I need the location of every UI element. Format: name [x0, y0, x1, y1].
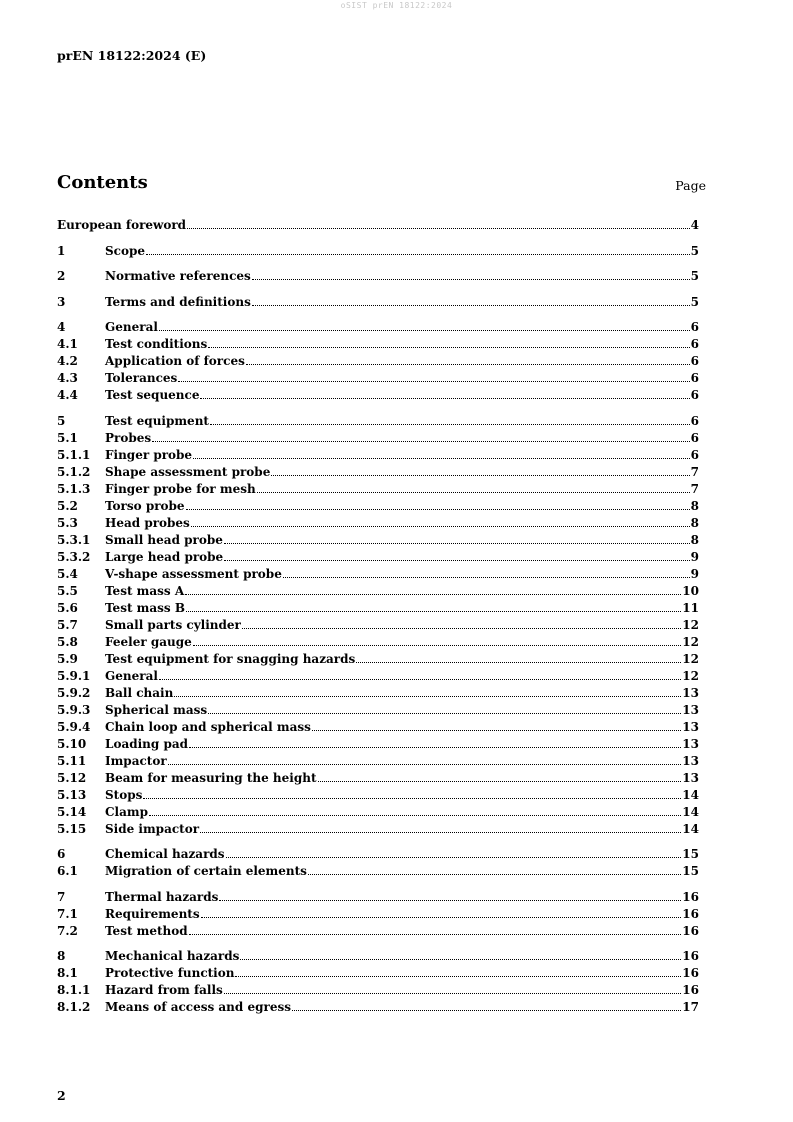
- toc-entry-page: 12: [682, 651, 699, 666]
- toc-entry-title: Small parts cylinder: [105, 617, 241, 632]
- toc-entry-title: Large head probe: [105, 549, 224, 564]
- dot-leader: [159, 678, 681, 680]
- toc-entry[interactable]: [57, 462, 699, 479]
- dot-leader: [201, 916, 682, 918]
- toc-entry-number: 5.10: [57, 736, 87, 751]
- toc-entry-page: 16: [682, 889, 699, 904]
- toc-entry[interactable]: [57, 785, 699, 802]
- toc-entry-title: Terms and definitions: [105, 294, 251, 309]
- toc-entry[interactable]: [57, 887, 699, 904]
- toc-entry-title: Mechanical hazards: [105, 949, 240, 963]
- toc-entry[interactable]: [57, 717, 699, 734]
- toc-entry-number: 5.9.2: [57, 685, 91, 700]
- toc-entry[interactable]: [57, 980, 699, 997]
- toc-entry-number: 7.1: [57, 906, 78, 921]
- toc-entry-page: 6: [690, 354, 699, 368]
- toc-entry-number: 5.1.3: [57, 481, 91, 496]
- toc-entry-title: Migration of certain elements: [105, 864, 307, 878]
- toc-entry-title: Test mass B: [105, 600, 185, 615]
- toc-entry-page: 17: [682, 1000, 699, 1014]
- toc-entry-title: Protective function: [105, 966, 235, 980]
- toc-entry-title: Feeler gauge: [105, 634, 192, 649]
- toc-entry[interactable]: [57, 513, 699, 530]
- toc-entry[interactable]: [57, 215, 699, 232]
- toc-entry-title: Thermal hazards: [105, 889, 219, 904]
- toc-entry-number: 5: [57, 413, 66, 428]
- toc-entry-page: 13: [682, 702, 699, 717]
- dot-leader: [257, 491, 690, 493]
- toc-entry-number: 7: [57, 889, 66, 904]
- toc-entry-page: 8: [690, 515, 699, 530]
- toc-entry-number: 8.1: [57, 966, 78, 980]
- dot-leader: [191, 525, 690, 527]
- dot-leader: [193, 457, 690, 459]
- toc-entry[interactable]: [57, 768, 699, 785]
- contents-heading: Contents: [57, 172, 148, 193]
- toc-entry[interactable]: [57, 428, 699, 445]
- toc-entry-title: Finger probe for mesh: [105, 481, 256, 496]
- toc-entry[interactable]: [57, 683, 699, 700]
- page-column-label: Page: [675, 178, 706, 193]
- toc-entry-number: 5.1.2: [57, 464, 91, 479]
- toc-entry-title: Means of access and egress: [105, 1000, 291, 1014]
- toc-entry[interactable]: [57, 649, 699, 666]
- toc-entry-title: Hazard from falls: [105, 983, 223, 997]
- toc-entry[interactable]: [57, 317, 699, 334]
- toc-entry[interactable]: [57, 819, 699, 836]
- toc-entry-number: 4: [57, 320, 66, 334]
- toc-entry-page: 6: [690, 447, 699, 462]
- toc-entry-number: 4.2: [57, 354, 78, 368]
- toc-entry-number: 5.6: [57, 600, 78, 615]
- toc-entry-page: 5: [690, 294, 699, 309]
- toc-entry-title: Tolerances: [105, 371, 178, 385]
- toc-entry-page: 7: [690, 481, 699, 496]
- toc-entry-number: 8: [57, 949, 66, 963]
- toc-entry-number: 8.1.2: [57, 1000, 91, 1014]
- toc-entry[interactable]: [57, 351, 699, 368]
- dot-leader: [168, 763, 682, 765]
- toc-entry-number: 5.9.3: [57, 702, 91, 717]
- toc-entry[interactable]: [57, 921, 699, 938]
- toc-entry-number: 5.3.1: [57, 532, 91, 547]
- toc-entry-number: 5.7: [57, 617, 78, 632]
- toc-entry-page: 13: [682, 685, 699, 700]
- toc-entry-title: Test conditions: [105, 337, 208, 351]
- dot-leader: [200, 397, 689, 399]
- toc-entry-page: 6: [690, 320, 699, 334]
- toc-entry-page: 12: [682, 668, 699, 683]
- dot-leader: [226, 856, 682, 858]
- toc-entry-page: 4: [690, 218, 699, 232]
- toc-entry-number: 5.1: [57, 430, 78, 445]
- toc-entry-number: 5.9.1: [57, 668, 91, 683]
- toc-entry-title: Stops: [105, 787, 143, 802]
- toc-entry-page: 5: [690, 243, 699, 258]
- toc-entry-page: 8: [690, 532, 699, 547]
- dot-leader: [189, 933, 682, 935]
- toc-entry-number: 5.3.2: [57, 549, 91, 564]
- toc-entry-number: 5.8: [57, 634, 78, 649]
- dot-leader: [174, 695, 681, 697]
- document-id: prEN 18122:2024 (E): [57, 48, 207, 63]
- toc-entry-title: General: [105, 668, 158, 683]
- toc-entry[interactable]: [57, 844, 699, 861]
- toc-entry-page: 13: [682, 753, 699, 768]
- toc-entry-page: 16: [682, 923, 699, 938]
- dot-leader: [242, 627, 681, 629]
- toc-entry-page: 6: [690, 413, 699, 428]
- toc-entry-page: 13: [682, 719, 699, 734]
- toc-entry-number: 2: [57, 269, 66, 283]
- toc-entry-title: Application of forces: [105, 354, 245, 368]
- toc-entry[interactable]: [57, 334, 699, 351]
- toc-entry-number: 5.2: [57, 498, 78, 513]
- toc-entry-page: 6: [690, 388, 699, 402]
- dot-leader: [318, 780, 682, 782]
- toc-entry-title: Spherical mass: [105, 702, 208, 717]
- toc-entry-title: Beam for measuring the height: [105, 770, 317, 785]
- dot-leader: [312, 729, 681, 731]
- dot-leader: [219, 899, 681, 901]
- toc-entry-number: 6: [57, 847, 66, 861]
- dot-leader: [308, 873, 681, 875]
- dot-leader: [185, 593, 681, 595]
- dot-leader: [271, 474, 689, 476]
- dot-leader: [356, 661, 681, 663]
- dot-leader: [235, 975, 681, 977]
- toc-entry-number: 4.4: [57, 388, 78, 402]
- toc-entry-number: 3: [57, 294, 66, 309]
- toc-entry[interactable]: [57, 564, 699, 581]
- toc-entry[interactable]: [57, 368, 699, 385]
- dot-leader: [246, 363, 690, 365]
- toc-entry[interactable]: [57, 861, 699, 878]
- toc-entry-page: 15: [682, 847, 699, 861]
- toc-entry-page: 10: [682, 583, 699, 598]
- toc-entry[interactable]: [57, 241, 699, 258]
- dot-leader: [252, 304, 690, 306]
- toc-entry-page: 14: [682, 787, 699, 802]
- toc-entry-page: 6: [690, 337, 699, 351]
- toc-entry-page: 16: [682, 966, 699, 980]
- toc-entry-page: 9: [690, 566, 699, 581]
- toc-entry[interactable]: [57, 411, 699, 428]
- toc-entry-title: General: [105, 320, 158, 334]
- toc-entry-number: 1: [57, 243, 66, 258]
- toc-entry-page: 13: [682, 770, 699, 785]
- dot-leader: [143, 797, 681, 799]
- toc-entry[interactable]: [57, 479, 699, 496]
- toc-entry-page: 6: [690, 430, 699, 445]
- toc-entry-page: 12: [682, 634, 699, 649]
- dot-leader: [283, 576, 690, 578]
- table-of-contents: [57, 215, 699, 1014]
- toc-entry-number: 5.13: [57, 787, 87, 802]
- dot-leader: [224, 559, 689, 561]
- toc-entry-number: 5.15: [57, 821, 87, 836]
- toc-entry-title: Test sequence: [105, 388, 200, 402]
- toc-entry-title: Impactor: [105, 753, 167, 768]
- toc-entry-title: Head probes: [105, 515, 190, 530]
- toc-entry-number: 5.12: [57, 770, 87, 785]
- toc-entry-page: 14: [682, 804, 699, 819]
- toc-entry-title: Side impactor: [105, 821, 200, 836]
- toc-entry[interactable]: [57, 266, 699, 283]
- toc-entry-title: Torso probe: [105, 498, 185, 513]
- dot-leader: [149, 814, 681, 816]
- toc-entry-number: 4.3: [57, 371, 78, 385]
- toc-entry[interactable]: [57, 963, 699, 980]
- toc-entry-number: 5.4: [57, 566, 78, 581]
- toc-entry[interactable]: [57, 751, 699, 768]
- dot-leader: [224, 992, 682, 994]
- dot-leader: [159, 329, 690, 331]
- toc-entry-number: 5.9.4: [57, 719, 91, 734]
- toc-entry-page: 7: [690, 464, 699, 479]
- dot-leader: [186, 610, 681, 612]
- toc-entry[interactable]: [57, 598, 699, 615]
- toc-entry-number: 8.1.1: [57, 983, 91, 997]
- toc-entry[interactable]: [57, 802, 699, 819]
- toc-entry-page: 16: [682, 906, 699, 921]
- toc-entry-title: Test mass A: [105, 583, 185, 598]
- toc-entry[interactable]: [57, 547, 699, 564]
- toc-entry-title: Loading pad: [105, 736, 189, 751]
- toc-entry[interactable]: [57, 734, 699, 751]
- toc-entry[interactable]: [57, 496, 699, 513]
- toc-entry-title: Chain loop and spherical mass: [105, 719, 311, 734]
- toc-entry[interactable]: [57, 632, 699, 649]
- dot-leader: [252, 278, 690, 280]
- toc-entry-title: Probes: [105, 430, 152, 445]
- toc-entry-title: Finger probe: [105, 447, 193, 462]
- toc-entry-number: 6.1: [57, 864, 78, 878]
- toc-entry-page: 5: [690, 269, 699, 283]
- toc-entry[interactable]: [57, 581, 699, 598]
- toc-entry-title: Clamp: [105, 804, 148, 819]
- toc-entry-page: 13: [682, 736, 699, 751]
- toc-entry-title: Requirements: [105, 906, 200, 921]
- toc-entry-number: 5.9: [57, 651, 78, 666]
- toc-entry-page: 6: [690, 371, 699, 385]
- page-number: 2: [57, 1088, 66, 1103]
- dot-leader: [208, 346, 689, 348]
- toc-entry-title: European foreword: [57, 218, 187, 232]
- toc-entry-page: 12: [682, 617, 699, 632]
- toc-entry[interactable]: [57, 292, 699, 309]
- toc-entry-page: 11: [682, 600, 699, 615]
- toc-entry-title: Small head probe: [105, 532, 223, 547]
- toc-entry-page: 9: [690, 549, 699, 564]
- toc-entry-page: 14: [682, 821, 699, 836]
- watermark: oSIST prEN 18122:2024: [340, 1, 453, 10]
- dot-leader: [200, 831, 681, 833]
- toc-entry-number: 5.5: [57, 583, 78, 598]
- toc-entry-number: 5.1.1: [57, 447, 91, 462]
- toc-entry-number: 7.2: [57, 923, 78, 938]
- toc-entry-number: 5.11: [57, 753, 87, 768]
- toc-entry-title: V-shape assessment probe: [105, 566, 282, 581]
- toc-entry-page: 8: [690, 498, 699, 513]
- dot-leader: [193, 644, 682, 646]
- dot-leader: [189, 746, 681, 748]
- dot-leader: [208, 712, 681, 714]
- toc-entry-title: Test equipment: [105, 413, 209, 428]
- toc-entry-title: Normative references: [105, 269, 251, 283]
- dot-leader: [178, 380, 689, 382]
- toc-entry-page: 16: [682, 949, 699, 963]
- toc-entry[interactable]: [57, 385, 699, 402]
- dot-leader: [152, 440, 690, 442]
- toc-entry[interactable]: [57, 445, 699, 462]
- dot-leader: [186, 508, 690, 510]
- toc-entry-page: 16: [682, 983, 699, 997]
- dot-leader: [210, 423, 690, 425]
- dot-leader: [240, 958, 681, 960]
- toc-entry-page: 15: [682, 864, 699, 878]
- toc-entry[interactable]: [57, 997, 699, 1014]
- toc-entry-title: Chemical hazards: [105, 847, 225, 861]
- toc-entry[interactable]: [57, 904, 699, 921]
- dot-leader: [224, 542, 690, 544]
- toc-entry-title: Shape assessment probe: [105, 464, 271, 479]
- dot-leader: [292, 1009, 681, 1011]
- dot-leader: [146, 253, 690, 255]
- toc-entry[interactable]: [57, 615, 699, 632]
- toc-entry-title: Test equipment for snagging hazards: [105, 651, 356, 666]
- toc-entry-number: 5.3: [57, 515, 78, 530]
- dot-leader: [187, 227, 690, 229]
- toc-entry-number: 4.1: [57, 337, 78, 351]
- toc-entry-title: Ball chain: [105, 685, 174, 700]
- toc-entry-title: Test method: [105, 923, 188, 938]
- toc-entry[interactable]: [57, 530, 699, 547]
- toc-entry[interactable]: [57, 946, 699, 963]
- toc-entry[interactable]: [57, 700, 699, 717]
- toc-entry-number: 5.14: [57, 804, 87, 819]
- toc-entry-title: Scope: [105, 243, 146, 258]
- toc-entry[interactable]: [57, 666, 699, 683]
